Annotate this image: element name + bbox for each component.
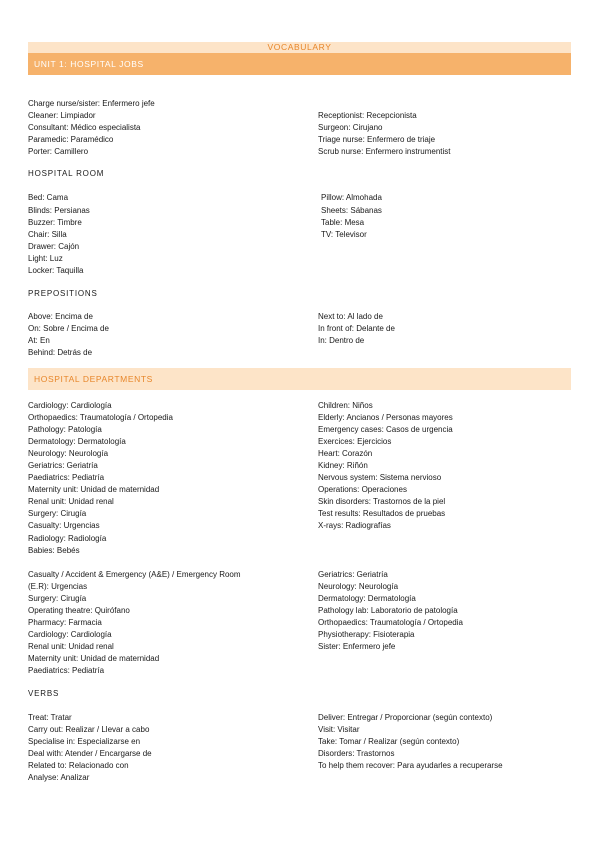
list-item: Paediatrics: Pediatría — [28, 666, 105, 676]
list-item: Deal with: Atender / Encargarse de — [28, 748, 152, 758]
list-item: Physiotherapy: Fisioterapia — [318, 630, 415, 640]
verbs-left-list — [28, 712, 318, 785]
list-item: Chair: Silla — [28, 229, 67, 239]
list-item: Porter: Camillero — [28, 147, 89, 157]
departments-block2-right-list — [318, 569, 571, 678]
departments-block1-right-list — [318, 400, 571, 557]
list-item: Kidney: Riñón — [318, 460, 368, 470]
list-item: Cardiology: Cardiología — [28, 630, 112, 640]
list-item: Locker: Taquilla — [28, 266, 84, 276]
list-item: Scrub nurse: Enfermero instrumentist — [318, 147, 451, 157]
list-item: Dermatology: Dermatología — [28, 436, 126, 446]
list-item: Test results: Resultados de pruebas — [318, 509, 446, 519]
list-item: Exercices: Ejercicios — [318, 436, 392, 446]
list-item: At: En — [28, 336, 50, 346]
prepositions-left-list — [28, 311, 318, 359]
list-item: Pillow: Almohada — [321, 193, 382, 203]
departments-block1-left-list — [28, 400, 318, 557]
list-item: Drawer: Cajón — [28, 241, 80, 251]
list-item: Operating theatre: Quirófano — [28, 606, 130, 615]
list-item: Related to: Relacionado con — [28, 760, 129, 770]
list-item: Pathology: Patología — [28, 424, 102, 434]
list-item: Pathology lab: Laboratorio de patología — [318, 606, 458, 615]
list-item: Operations: Operaciones — [318, 485, 407, 495]
list-item: Take: Tomar / Realizar (según contexto) — [318, 736, 460, 746]
list-item: Emergency cases: Casos de urgencia — [318, 424, 453, 434]
list-item: Maternity unit: Unidad de maternidad — [28, 654, 160, 664]
list-item: Heart: Corazón — [318, 448, 373, 458]
list-item: Geriatrics: Geriatría — [28, 460, 98, 470]
prepositions-right-list — [318, 311, 571, 359]
unit1-first-line: Charge nurse/sister: Enfermero jefe — [28, 99, 155, 108]
hospital-room-right-list — [318, 192, 571, 277]
departments-title-bar: HOSPITAL DEPARTMENTS — [28, 368, 571, 390]
list-item: (E.R): Urgencias — [28, 581, 88, 591]
list-item: TV: Televisor — [321, 229, 367, 239]
departments-block2-left-list — [28, 569, 318, 678]
list-item: Next to: Al lado de — [318, 312, 383, 322]
list-item: Buzzer: Timbre — [28, 217, 82, 227]
list-item: Pharmacy: Farmacia — [28, 618, 102, 628]
hospital-room-heading: HOSPITAL ROOM — [28, 169, 105, 179]
list-item: Bed: Cama — [28, 193, 69, 203]
list-item: Surgeon: Cirujano — [318, 123, 383, 133]
list-item: Above: Encima de — [28, 312, 93, 322]
departments-block2 — [28, 569, 571, 678]
unit1-title-bar: UNIT 1: HOSPITAL JOBS — [28, 53, 571, 75]
list-item: Carry out: Realizar / Llevar a cabo — [28, 724, 150, 734]
list-item: Paramedic: Paramédico — [28, 135, 114, 145]
list-item: X-rays: Radiografías — [318, 521, 391, 531]
prepositions-heading: PREPOSITIONS — [28, 289, 98, 299]
list-item: Deliver: Entregar / Proporcionar (según contexto) — [318, 712, 493, 722]
list-item: Treat: Tratar — [28, 712, 72, 722]
list-item: To help them recover: Para ayudarles a recuperarse — [318, 760, 503, 770]
list-item: Behind: Detrás de — [28, 348, 93, 358]
list-item: Dermatology: Dermatología — [318, 593, 416, 603]
list-item: Cleaner: Limpiador — [28, 111, 96, 121]
list-item: Receptionist: Recepcionista — [318, 111, 417, 121]
list-item: Neurology: Neurología — [318, 581, 399, 591]
list-item: Nervous system: Sistema nervioso — [318, 473, 442, 483]
list-item: Skin disorders: Trastornos de la piel — [318, 497, 446, 507]
list-item: Orthopaedics: Traumatología / Ortopedia — [318, 618, 463, 628]
list-item: Cardiology: Cardiología — [28, 400, 112, 410]
list-item: Babies: Bebés — [28, 545, 80, 555]
list-item: Renal unit: Unidad renal — [28, 497, 114, 507]
list-item: Table: Mesa — [321, 217, 365, 227]
list-item: On: Sobre / Encima de — [28, 324, 109, 334]
list-item: Disorders: Trastornos — [318, 748, 395, 758]
list-item: Sister: Enfermero jefe — [318, 642, 396, 652]
list-item: Renal unit: Unidad renal — [28, 642, 114, 652]
list-item: Orthopaedics: Traumatología / Ortopedia — [28, 412, 173, 422]
list-item: In: Dentro de — [318, 336, 365, 346]
departments-block1 — [28, 400, 571, 557]
list-item: Consultant: Médico especialista — [28, 123, 141, 133]
list-item: In front of: Delante de — [318, 324, 395, 334]
list-item: Casualty / Accident & Emergency (A&E) / Emergency Room — [28, 569, 241, 579]
list-item: Casualty: Urgencias — [28, 521, 100, 531]
list-item: Paediatrics: Pediatría — [28, 473, 105, 483]
unit1-columns — [28, 110, 571, 158]
list-item: Children: Niños — [318, 400, 373, 410]
list-item: Geriatrics: Geriatría — [318, 569, 388, 579]
list-item: Triage nurse: Enfermero de triaje — [318, 135, 436, 145]
list-item: Neurology: Neurología — [28, 448, 109, 458]
vocabulary-header: VOCABULARY — [28, 42, 571, 53]
list-item: Visit: Visitar — [318, 724, 360, 734]
list-item: Surgery: Cirugía — [28, 593, 87, 603]
list-item: Sheets: Sábanas — [321, 205, 382, 215]
hospital-room-columns — [28, 192, 571, 277]
unit1-right-list — [318, 110, 571, 158]
list-item: Maternity unit: Unidad de maternidad — [28, 485, 160, 495]
list-item: Light: Luz — [28, 253, 63, 263]
list-item: Elderly: Ancianos / Personas mayores — [318, 412, 453, 422]
list-item: Surgery: Cirugía — [28, 509, 87, 519]
prepositions-columns — [28, 311, 571, 359]
list-item: Analyse: Analizar — [28, 773, 90, 783]
hospital-room-left-list — [28, 192, 318, 277]
list-item: Radiology: Radiología — [28, 533, 107, 543]
unit1-left-list — [28, 110, 318, 158]
list-item: Blinds: Persianas — [28, 205, 90, 215]
verbs-right-list — [318, 712, 571, 785]
list-item: Specialise in: Especializarse en — [28, 736, 141, 746]
verbs-columns — [28, 712, 571, 785]
verbs-heading: VERBS — [28, 688, 60, 698]
document-page — [28, 42, 571, 784]
